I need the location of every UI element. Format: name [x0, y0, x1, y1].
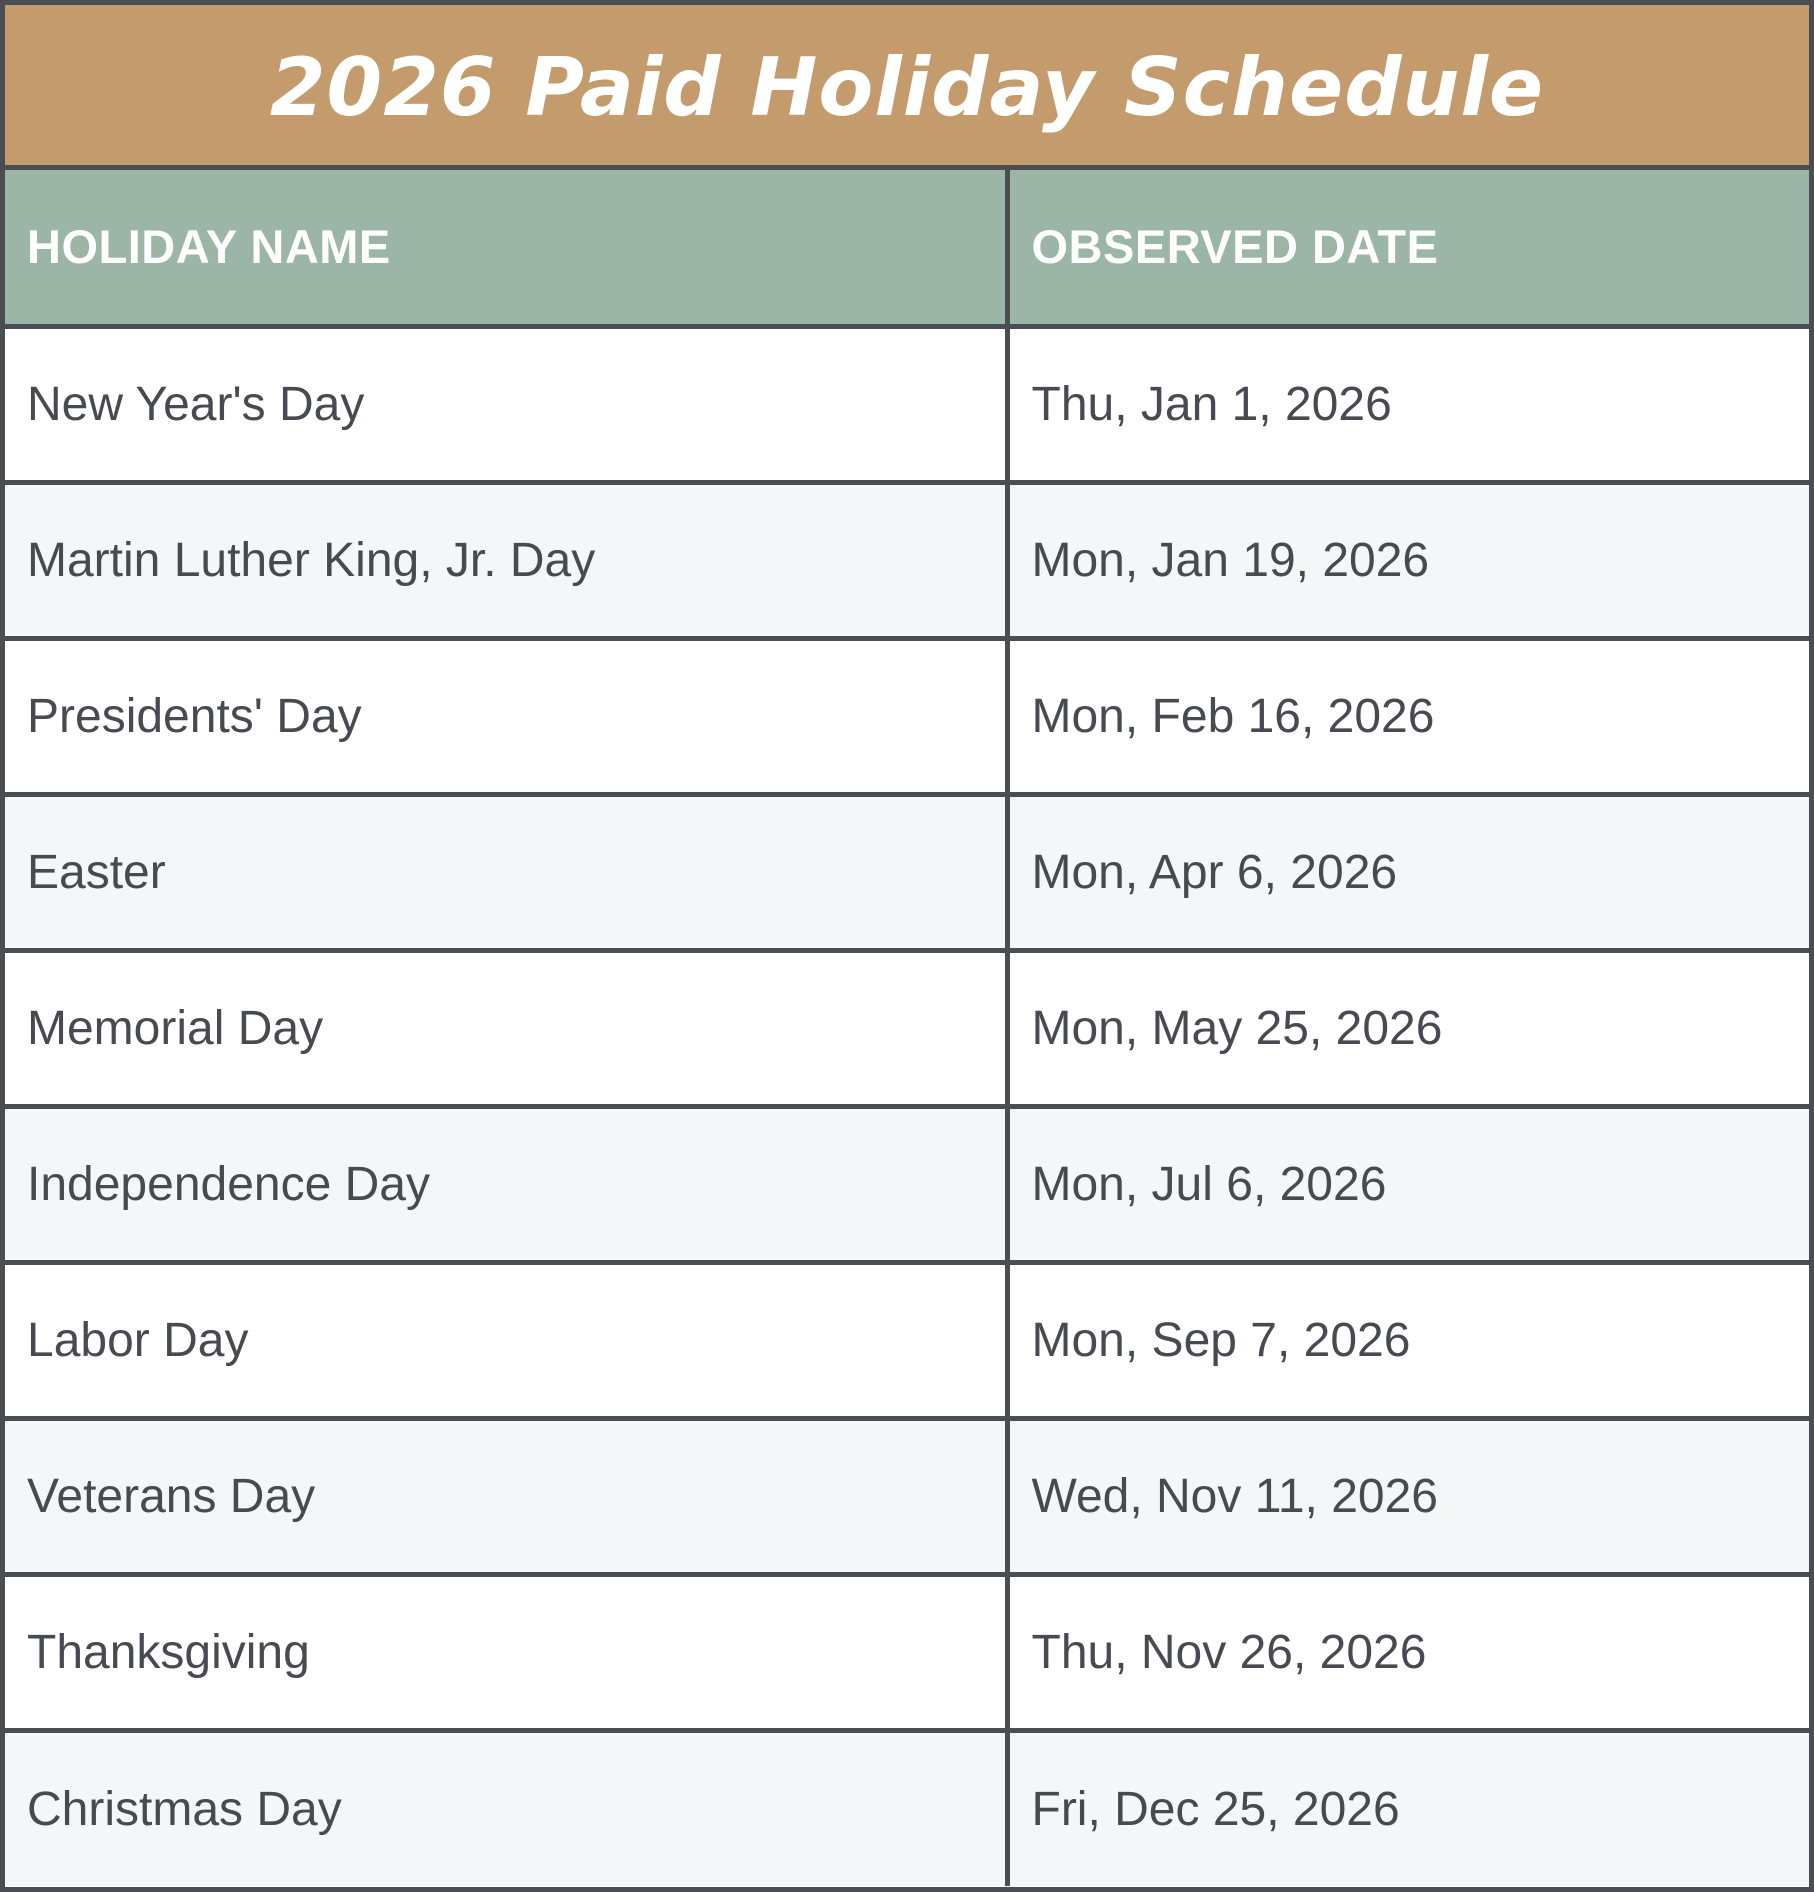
holiday-name-cell: Independence Day [5, 1106, 1007, 1262]
observed-date-cell: Mon, Apr 6, 2026 [1007, 794, 1809, 950]
holiday-name-cell: Martin Luther King, Jr. Day [5, 482, 1007, 638]
table-row [5, 950, 1809, 1106]
observed-date-cell: Thu, Nov 26, 2026 [1007, 1574, 1809, 1730]
observed-date-cell: Fri, Dec 25, 2026 [1007, 1730, 1809, 1886]
observed-date-cell: Wed, Nov 11, 2026 [1007, 1418, 1809, 1574]
column-header-observed-date: OBSERVED DATE [1007, 170, 1809, 326]
holiday-table [5, 170, 1809, 1886]
column-header-holiday-name: HOLIDAY NAME [5, 170, 1007, 326]
table-row [5, 326, 1809, 482]
holiday-name-cell: Easter [5, 794, 1007, 950]
table-row [5, 1418, 1809, 1574]
holiday-name-cell: Thanksgiving [5, 1574, 1007, 1730]
observed-date-cell: Mon, Feb 16, 2026 [1007, 638, 1809, 794]
observed-date-cell: Mon, Sep 7, 2026 [1007, 1262, 1809, 1418]
table-header-row [5, 170, 1809, 326]
holiday-name-cell: Memorial Day [5, 950, 1007, 1106]
holiday-name-cell: Veterans Day [5, 1418, 1007, 1574]
observed-date-cell: Thu, Jan 1, 2026 [1007, 326, 1809, 482]
holiday-name-cell: Presidents' Day [5, 638, 1007, 794]
observed-date-cell: Mon, Jan 19, 2026 [1007, 482, 1809, 638]
holiday-name-cell: New Year's Day [5, 326, 1007, 482]
observed-date-cell: Mon, Jul 6, 2026 [1007, 1106, 1809, 1262]
page-title: 2026 Paid Holiday Schedule [269, 40, 1545, 134]
table-row [5, 1730, 1809, 1886]
table-row [5, 638, 1809, 794]
table-row [5, 482, 1809, 638]
table-row [5, 794, 1809, 950]
holiday-name-cell: Labor Day [5, 1262, 1007, 1418]
holiday-name-cell: Christmas Day [5, 1730, 1007, 1886]
table-row [5, 1106, 1809, 1262]
table-row [5, 1574, 1809, 1730]
observed-date-cell: Mon, May 25, 2026 [1007, 950, 1809, 1106]
title-bar [5, 5, 1809, 170]
table-row [5, 1262, 1809, 1418]
